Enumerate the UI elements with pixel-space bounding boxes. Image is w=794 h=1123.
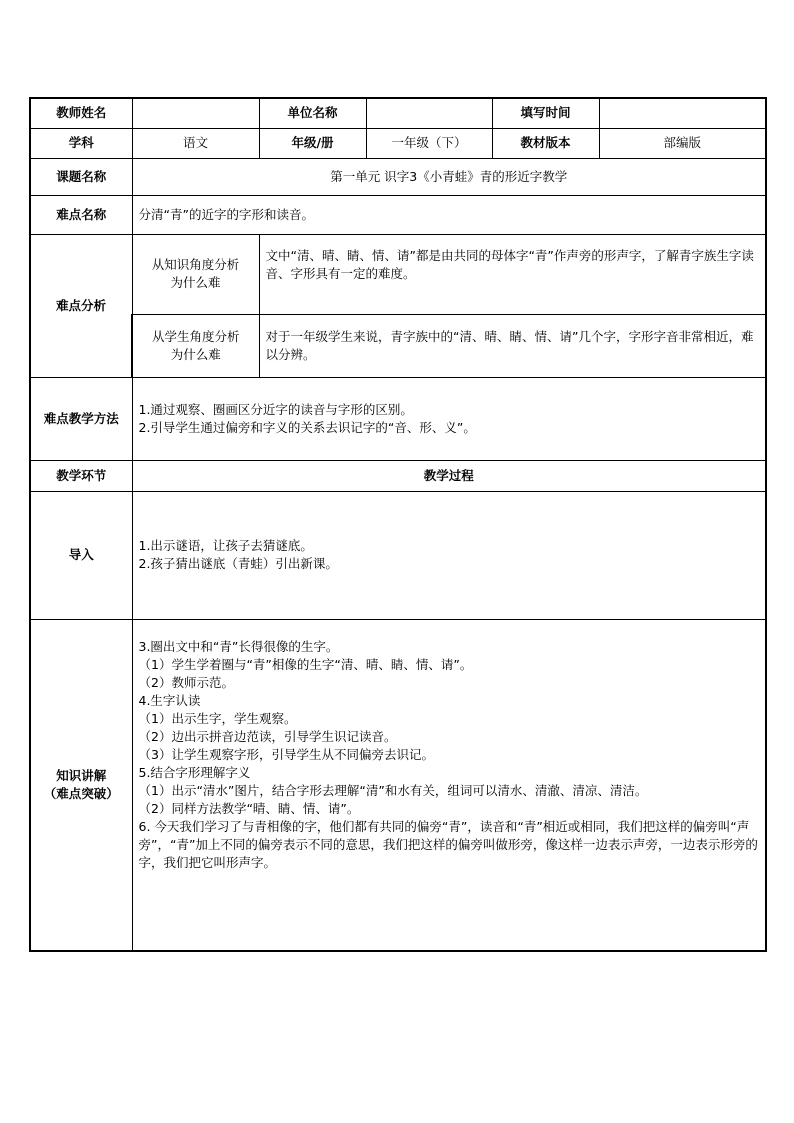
row-analysis-knowledge xyxy=(30,234,766,314)
knowledge-line-5: （1）出示生字，学生观察。 xyxy=(138,710,297,726)
row-topic xyxy=(30,158,766,195)
student-angle-label-line-2: 为什么难 xyxy=(170,346,221,362)
student-angle-text: 对于一年级学生来说，青字族中的“清、晴、睛、情、请”几个字，字形字音非常相近，难以分辨。 xyxy=(259,314,766,377)
method-text xyxy=(132,377,766,460)
knowledge-text xyxy=(132,619,766,951)
row-difficulty xyxy=(30,195,766,234)
intro-line-2: 2.孩子猜出谜底（青蛙）引出新课。 xyxy=(138,556,338,571)
stage-header: 教学环节 xyxy=(30,460,132,491)
knowledge-line-3: （2）教师示范。 xyxy=(138,674,234,690)
difficulty-label: 难点名称 xyxy=(30,195,132,234)
knowledge-angle-label-line-2: 为什么难 xyxy=(170,275,221,290)
knowledge-angle-text: 文中“清、晴、睛、情、请”都是由共同的母体字“青”作声旁的形声字，了解青字族生字读音、字形具有一定的难度。 xyxy=(259,234,766,314)
subject-value: 语文 xyxy=(132,128,259,158)
teacher-name-value xyxy=(132,98,259,128)
knowledge-angle-label-line-1: 从知识角度分析 xyxy=(151,257,240,272)
method-line-1: 1.通过观察、圈画区分近字的读音与字形的区别。 xyxy=(138,401,413,417)
topic-label: 课题名称 xyxy=(30,158,132,195)
knowledge-label-line-1: 知识讲解 xyxy=(56,767,107,783)
unit-name-label: 单位名称 xyxy=(259,98,366,128)
edition-value: 部编版 xyxy=(599,128,766,158)
knowledge-line-9: （1）出示“清水”图片，结合字形去理解“清”和水有关，组词可以清水、清澈、清凉、清洁。 xyxy=(138,782,648,798)
grade-value: 一年级（下） xyxy=(366,128,492,158)
knowledge-line-7: （3）让学生观察字形，引导学生从不同偏旁去识记。 xyxy=(138,746,434,762)
teacher-name-label: 教师姓名 xyxy=(30,98,132,128)
intro-line-1: 1.出示谜语，让孩子去猜谜底。 xyxy=(138,538,313,553)
intro-text xyxy=(132,491,766,619)
intro-label: 导入 xyxy=(30,491,132,619)
knowledge-line-1: 3.圈出文中和“青”长得很像的生字。 xyxy=(138,638,339,654)
process-header: 教学过程 xyxy=(132,460,766,491)
knowledge-line-8: 5.结合字形理解字义 xyxy=(138,764,251,780)
row-intro xyxy=(30,491,766,619)
row-knowledge xyxy=(30,619,766,951)
knowledge-line-11: 6. 今天我们学习了与青相像的字，他们都有共同的偏旁“青”，读音和“青”相近或相同，我们把这样的偏旁叫“声旁”，“青”加上不同的偏旁表示不同的意思，我们把这样的偏旁叫做形旁，像这样一边表示声旁，一边表示形旁的字，我们把它叫形声字。 xyxy=(138,818,758,870)
method-line-2: 2.引导学生通过偏旁和字义的关系去识记字的“音、形、义”。 xyxy=(138,419,476,435)
unit-name-value xyxy=(366,98,492,128)
method-label: 难点教学方法 xyxy=(30,377,132,460)
knowledge-line-4: 4.生字认读 xyxy=(138,692,201,708)
row-process-header xyxy=(30,460,766,491)
grade-label: 年级/册 xyxy=(259,128,366,158)
edition-label: 教材版本 xyxy=(492,128,599,158)
subject-label: 学科 xyxy=(30,128,132,158)
fill-date-value xyxy=(599,98,766,128)
knowledge-line-2: （1）学生学着圈与“青”相像的生字“清、晴、睛、情、请”。 xyxy=(138,656,473,672)
topic-value: 第一单元 识字3《小青蛙》青的形近字教学 xyxy=(132,158,766,195)
row-analysis-student xyxy=(30,314,766,377)
row-method xyxy=(30,377,766,460)
difficulty-value: 分清“青”的近字的字形和读音。 xyxy=(132,195,766,234)
student-angle-label-line-1: 从学生角度分析 xyxy=(151,328,240,344)
knowledge-section-label xyxy=(30,619,132,951)
analysis-label: 难点分析 xyxy=(30,234,132,377)
student-angle-label xyxy=(132,314,259,377)
row-teacher xyxy=(30,98,766,128)
knowledge-line-6: （2）边出示拼音边范读，引导学生识记读音。 xyxy=(138,728,397,744)
knowledge-angle-label xyxy=(132,234,259,314)
fill-date-label: 填写时间 xyxy=(492,98,599,128)
lesson-plan-table xyxy=(29,97,767,952)
knowledge-line-10: （2）同样方法教学“晴、睛、情、请”。 xyxy=(138,800,360,816)
row-info xyxy=(30,128,766,158)
knowledge-label-line-2: （难点突破） xyxy=(43,785,119,801)
